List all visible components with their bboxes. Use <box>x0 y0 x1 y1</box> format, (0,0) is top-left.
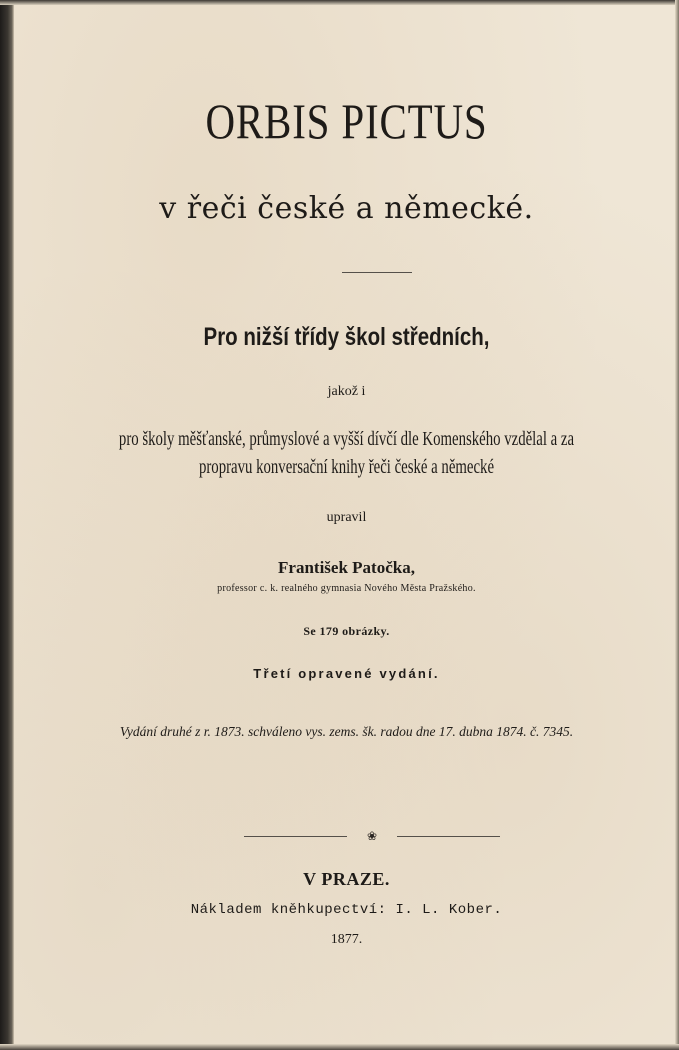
publication-place: V PRAZE. <box>303 869 390 889</box>
page-bottom-edge <box>0 1044 679 1050</box>
jakoz-line: jakož i <box>327 384 366 399</box>
page-top-edge <box>0 0 679 5</box>
ornament-divider <box>244 831 500 841</box>
images-count: Se 179 obrázky. <box>303 624 390 638</box>
book-spine <box>0 0 14 1050</box>
edition-line: Třetí opravené vydání. <box>253 666 440 681</box>
publication-year: 1877. <box>330 932 363 947</box>
approval-line: Vydání druhé z r. 1873. schváleno vys. zems. šk. radou dne 17. dubna 1874. č. 7345. <box>119 724 574 739</box>
description-line-1: pro školy měšťanské, průmyslové a vyšší dívčí dle Komenského vzdělal a za <box>118 428 575 450</box>
book-subtitle: v řeči české a německé. <box>159 191 534 226</box>
purpose-line: Pro nižší třídy škol středních, <box>203 323 490 351</box>
floral-ornament-icon: ❀ <box>366 829 378 843</box>
divider-rule <box>342 272 412 273</box>
edited-by-label: upravil <box>326 510 367 525</box>
author-name: František Patočka, <box>278 558 415 577</box>
description-line-2: propravu konversační knihy řeči české a německé <box>198 456 495 478</box>
publisher-line: Nákladem kněhkupectví: I. L. Kober. <box>190 902 503 918</box>
ornament-line-right <box>397 836 500 837</box>
book-title: ORBIS PICTUS <box>205 93 488 149</box>
ornament-line-left <box>244 836 347 837</box>
author-role: professor c. k. realného gymnasia Nového Města Pražského. <box>217 583 476 594</box>
